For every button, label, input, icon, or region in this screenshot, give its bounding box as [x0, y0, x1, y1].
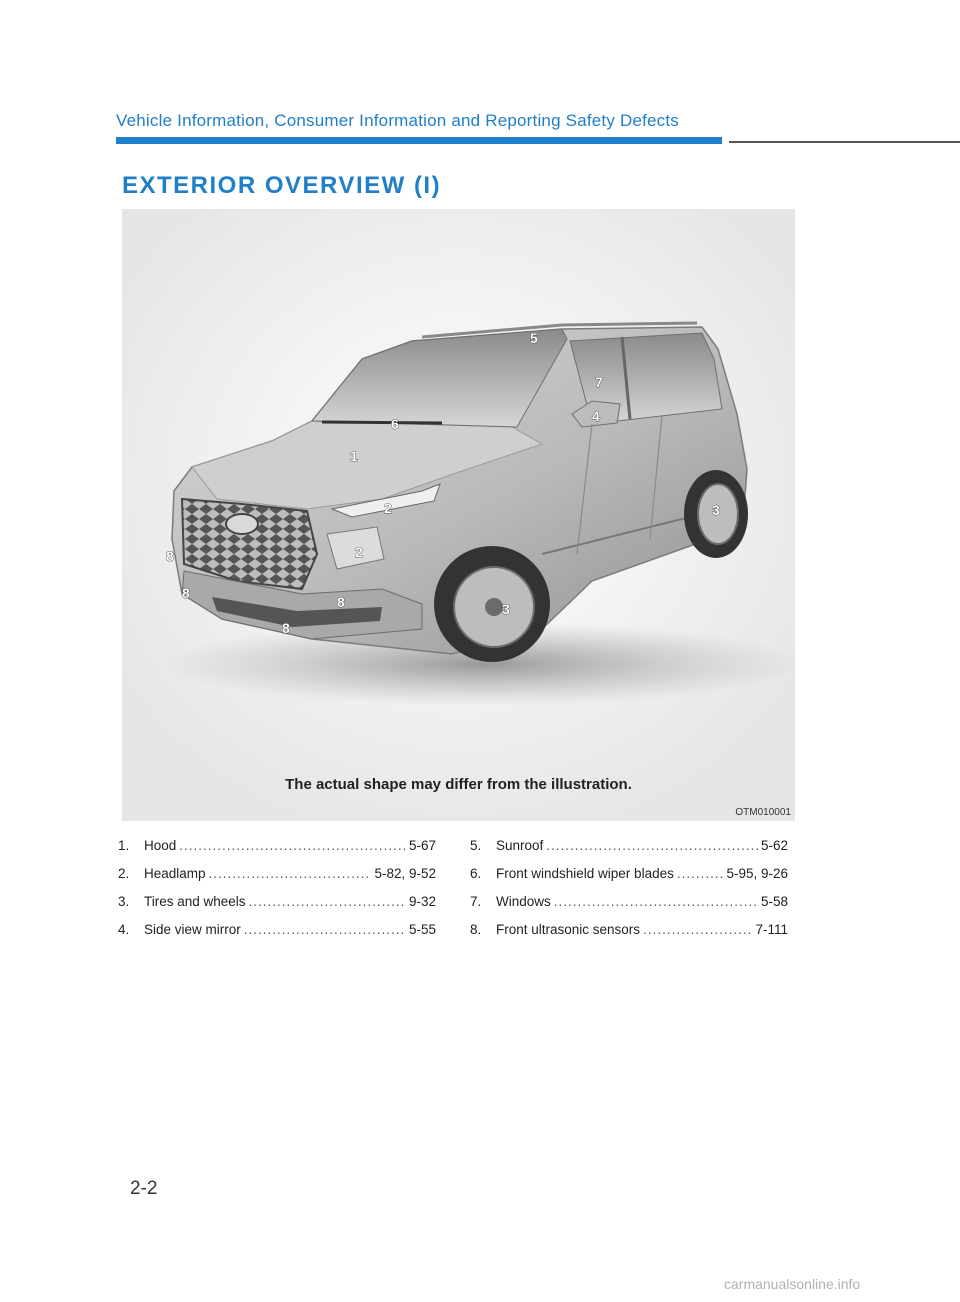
leader-dots: [179, 838, 406, 853]
index-row: [118, 838, 436, 866]
watermark: carmanualsonline.info: [724, 1276, 861, 1292]
index-row: [118, 922, 436, 950]
index-number: 4.: [118, 922, 130, 937]
index-label: Hood: [144, 838, 177, 853]
leader-dots: [554, 894, 758, 909]
image-code: OTM010001: [735, 807, 791, 818]
index-number: 7.: [470, 894, 482, 909]
running-head: Vehicle Information, Consumer Information and Reporting Safety Defects: [116, 111, 680, 130]
index-row: [118, 866, 436, 894]
index-number: 3.: [118, 894, 130, 909]
callout-label: 5: [530, 330, 538, 346]
callout-label: 8: [282, 620, 290, 636]
index-page-ref[interactable]: 5-67: [408, 838, 436, 853]
page-number: 2-2: [130, 1178, 158, 1199]
leader-dots: [249, 894, 406, 909]
index-page-ref[interactable]: 5-82, 9-52: [374, 866, 436, 881]
index-label: Tires and wheels: [144, 894, 246, 909]
index-label: Front windshield wiper blades: [496, 866, 674, 881]
index-page-ref[interactable]: 5-62: [760, 838, 788, 853]
index-number: 6.: [470, 866, 482, 881]
leader-dots: [677, 866, 724, 881]
index-page-ref[interactable]: 5-55: [408, 922, 436, 937]
header-rule-gray: [729, 141, 960, 143]
callout-label: 8: [166, 548, 174, 564]
index-number: 5.: [470, 838, 482, 853]
index-row: [470, 894, 788, 922]
index-row: [470, 838, 788, 866]
index-row: [470, 866, 788, 894]
index-page-ref[interactable]: 5-58: [760, 894, 788, 909]
index-row: [118, 894, 436, 922]
figure-disclaimer: The actual shape may differ from the illustration.: [285, 776, 632, 793]
index-row: [470, 922, 788, 950]
leader-dots: [209, 866, 372, 881]
index-label: Front ultrasonic sensors: [496, 922, 641, 937]
index-list-right: [470, 838, 788, 950]
index-number: 2.: [118, 866, 130, 881]
index-number: 8.: [470, 922, 482, 937]
index-page-ref[interactable]: 9-32: [408, 894, 436, 909]
index-page-ref[interactable]: 5-95, 9-26: [726, 866, 788, 881]
index-label: Headlamp: [144, 866, 206, 881]
callout-label: 6: [391, 416, 399, 432]
leader-dots: [643, 922, 752, 937]
index-label: Sunroof: [496, 838, 544, 853]
brand-emblem: [226, 514, 258, 534]
header-rule-blue: [116, 137, 722, 144]
callout-label: 3: [712, 502, 720, 518]
suv-illustration: [122, 209, 795, 821]
wiper-blade: [322, 422, 442, 423]
leader-dots: [244, 922, 406, 937]
callout-label: 8: [337, 594, 345, 610]
vehicle-figure: [122, 209, 795, 821]
leader-dots: [546, 838, 758, 853]
section-title: EXTERIOR OVERVIEW (I): [122, 172, 442, 199]
index-label: Windows: [496, 894, 551, 909]
callout-label: 2: [384, 500, 392, 516]
index-list-left: [118, 838, 436, 950]
index-label: Side view mirror: [144, 922, 241, 937]
callout-label: 8: [182, 585, 190, 601]
callout-label: 4: [592, 408, 600, 424]
index-page-ref[interactable]: 7-111: [755, 922, 788, 937]
callout-label: 7: [595, 374, 603, 390]
callout-label: 2: [355, 544, 363, 560]
index-number: 1.: [118, 838, 130, 853]
front-wheel-hub: [485, 598, 503, 616]
callout-label: 1: [350, 448, 358, 464]
callout-label: 3: [502, 601, 510, 617]
